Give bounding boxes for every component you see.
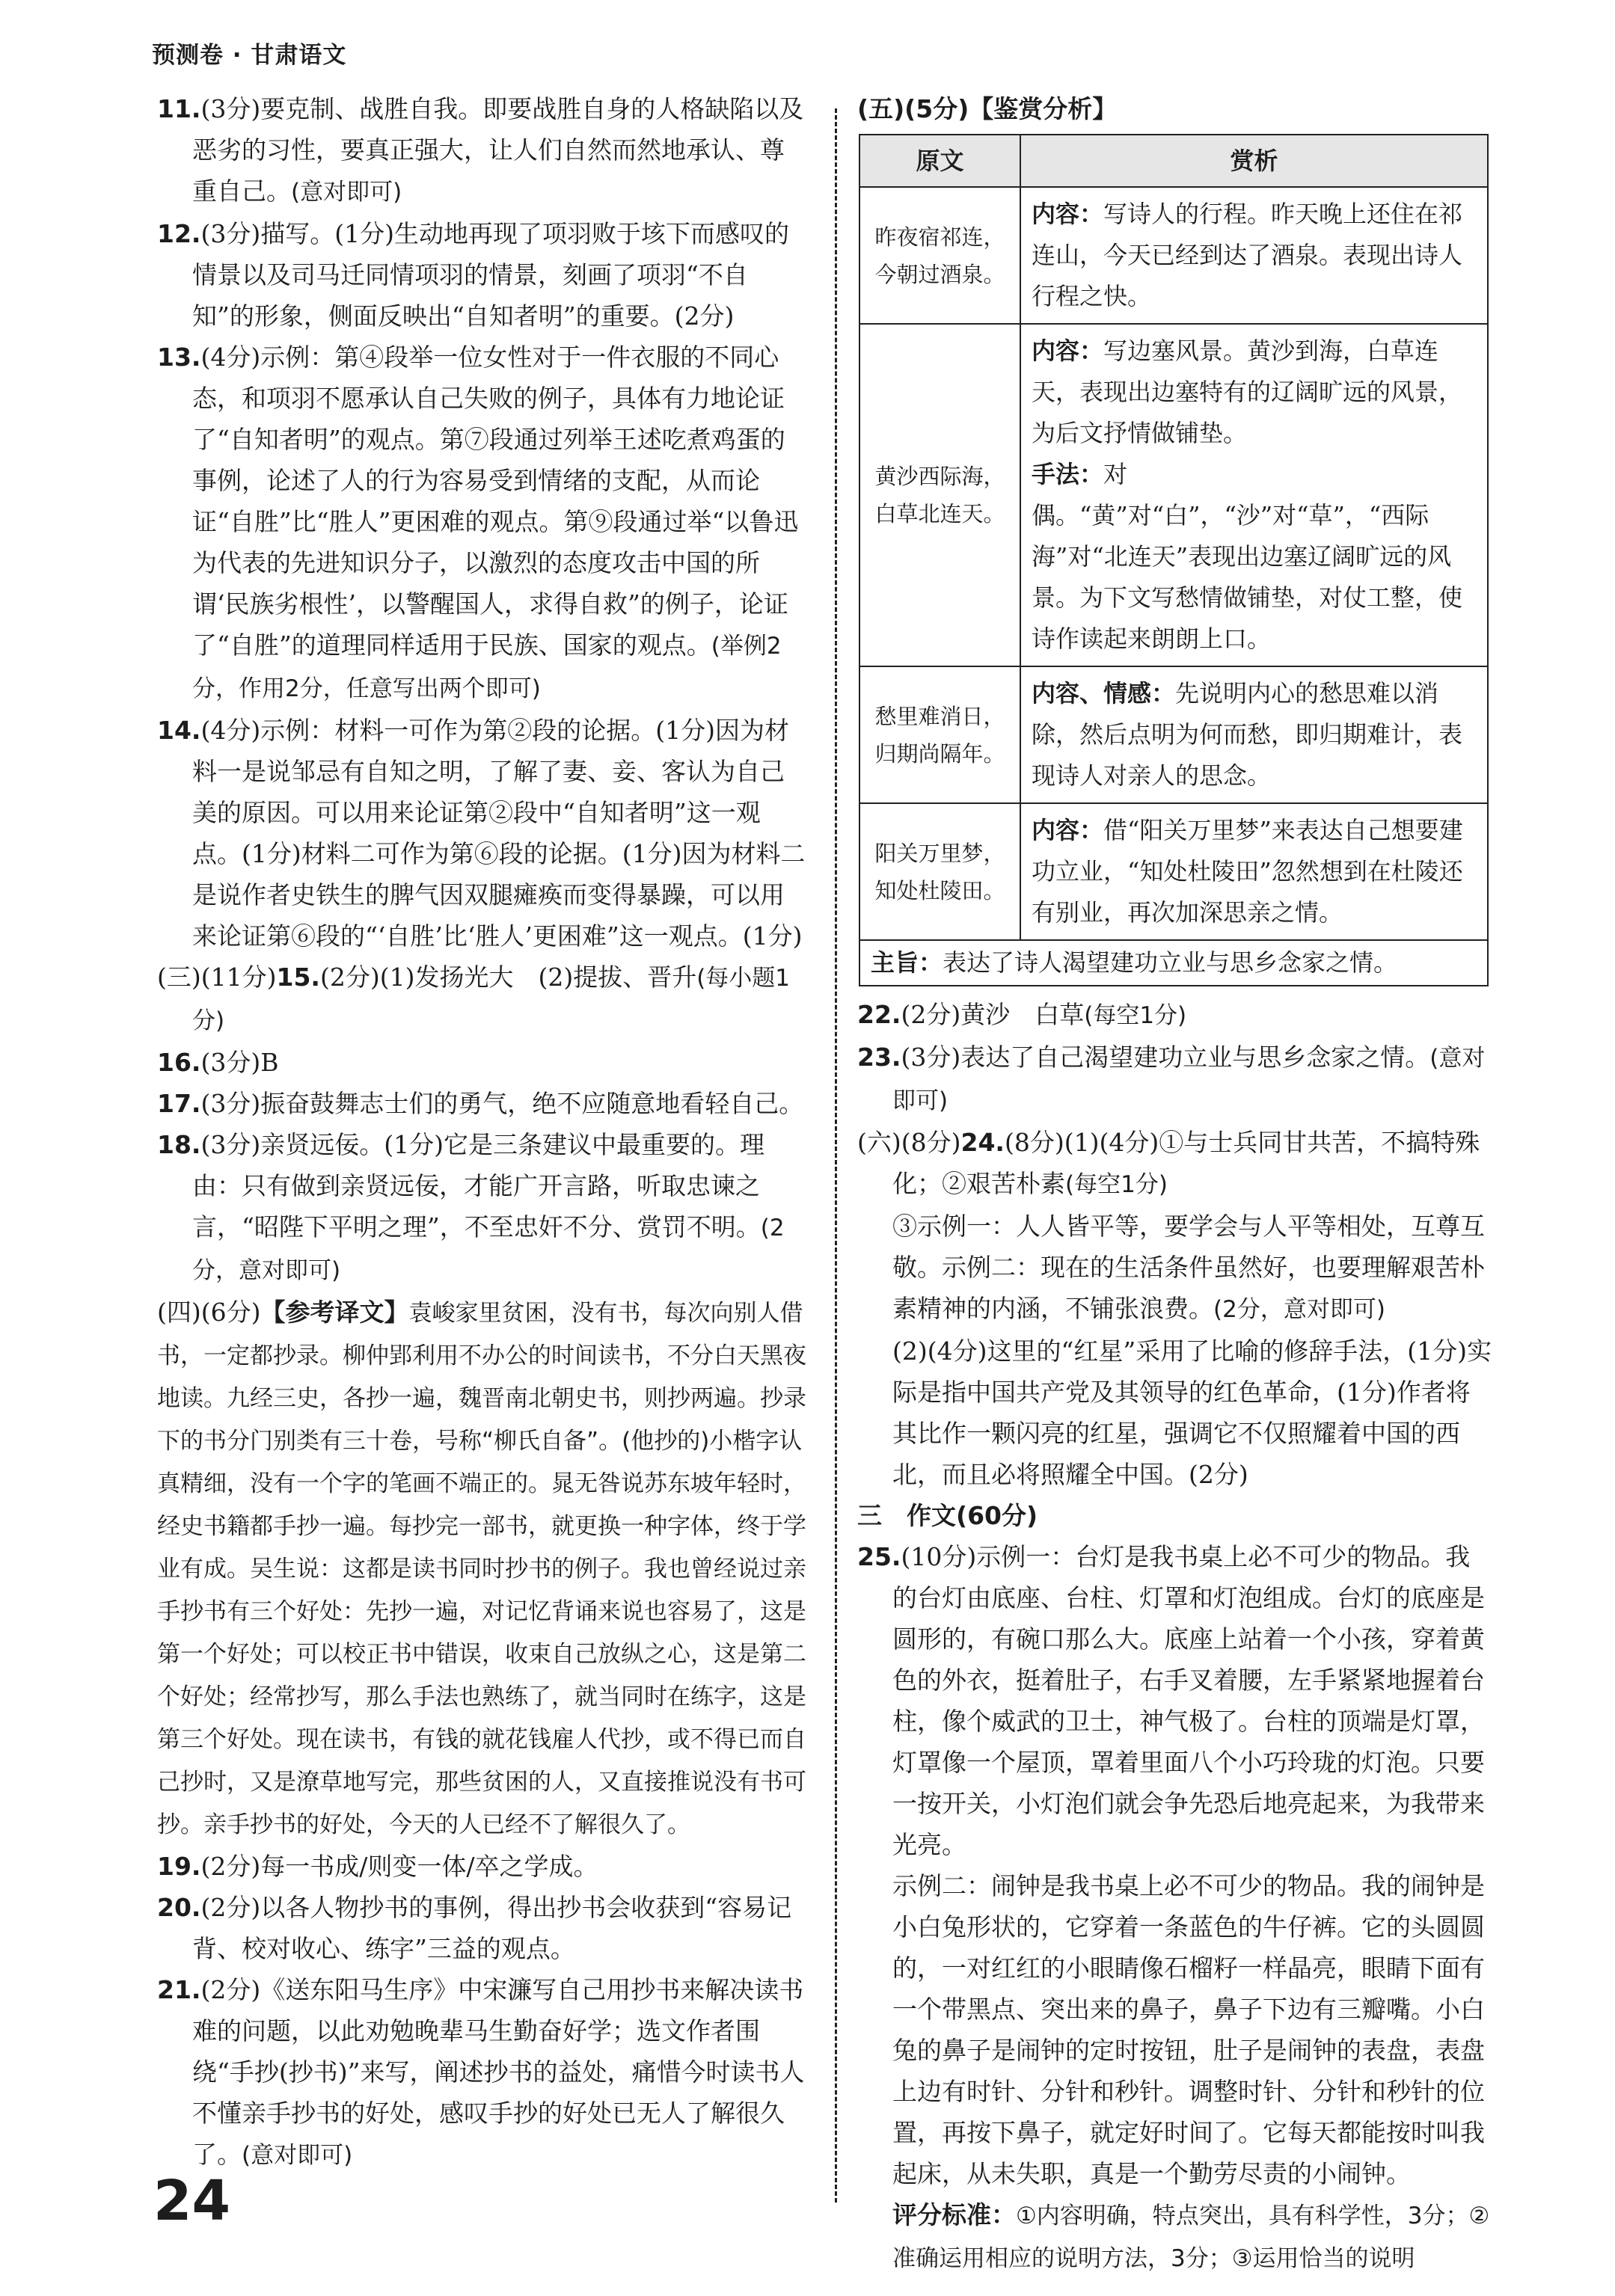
- header-analysis: 赏析: [1020, 135, 1488, 187]
- answer-25: 25.(10分)示例一：台灯是我书桌上必不可少的物品。我的台灯由底座、台柱、灯罩和灯泡组成。台灯的底座是圆形的，有碗口那么大。底座上站着一个小孩，穿着黄色的外衣，挺着肚子，右手叉着腰，左手紧紧地握着台柱，像个威武的卫士，神气极了。台柱的顶端是灯罩，灯罩像一个屋顶，罩着里面八个小巧玲珑的灯泡。只要一按开关，小灯泡们就会争先恐后地亮起来，为我带来光亮。: [857, 1542, 1485, 1859]
- page-number: 24: [153, 2169, 230, 2233]
- answer-12: 12.(3分)描写。(1分)生动地再现了项羽败于垓下而感叹的情景以及司马迁同情项羽的情景，刻画了项羽“不自知”的形象，侧面反映出“自知者明”的重要。(2分): [157, 219, 789, 331]
- analysis-cell: 内容：写诗人的行程。昨天晚上还住在祁连山，今天已经到达了酒泉。表现出诗人行程之快。: [1020, 187, 1488, 324]
- original-cell: 昨夜宿祁连， 今朝过酒泉。: [859, 187, 1020, 324]
- analysis-cell: 内容、情感：先说明内心的愁思难以消除，然后点明为何而愁，即归期难计，表现诗人对亲人的思念。: [1020, 666, 1488, 803]
- original-cell: 阳关万里梦， 知处杜陵田。: [859, 803, 1020, 940]
- analysis-cell: 内容：借“阳关万里梦”来表达自己想要建功立业，“知处杜陵田”忽然想到在杜陵还有别业，再次加深思亲之情。: [1020, 803, 1488, 940]
- table-row: [859, 324, 1488, 666]
- right-column: [857, 88, 1492, 2280]
- answer-13: 13.(4分)示例：第④段举一位女性对于一件衣服的不同心态，和项羽不愿承认自己失败的例子，具体有力地论证了“自知者明”的观点。第⑦段通过列举王述吃煮鸡蛋的事例，论述了人的行为容易受到情绪的支配，从而论证“自胜”比“胜人”更困难的观点。第⑨段通过举“以鲁迅为代表的先进知识分子，以激烈的态度攻击中国的所谓‘民族劣根性’，以警醒国人，求得自救”的例子，论证了“自胜”的道理同样适用于民族、国家的观点。(举例2分，作用2分，任意写出两个即可): [157, 343, 799, 702]
- section-4-translation: (四)(6分)【参考译文】袁峻家里贫困，没有书，每次向别人借书，一定都抄录。柳仲郢利用不办公的时间读书，不分白天黑夜地读。九经三史，各抄一遍，魏晋南北朝史书，则抄两遍。抄录下的书分门别类有三十卷，号称“柳氏自备”。(他抄的)小楷字认真精细，没有一个字的笔画不端正的。晁无咎说苏东坡年轻时，经史书籍都手抄一遍。每抄完一部书，就更换一种字体，终于学业有成。吴生说：这都是读书同时抄书的例子。我也曾经说过亲手抄书有三个好处：先抄一遍，对记忆背诵来说也容易了，这是第一个好处；可以校正书中错误，收束自己放纵之心，这是第二个好处；经常抄写，那么手法也熟练了，就当同时在练字，这是第三个好处。现在读书，有钱的就花钱雇人代抄，或不得已而自己抄时，又是潦草地写完，那些贫困的人，又直接推说没有书可抄。亲手抄书的好处，今天的人已经不了解很久了。: [157, 1298, 806, 1838]
- original-cell: 愁里难消日， 归期尚隔年。: [859, 666, 1020, 803]
- answer-22: 22.(2分)黄沙 白草(每空1分): [857, 1000, 1187, 1029]
- answer-18: 18.(3分)亲贤远佞。(1分)它是三条建议中最重要的。理由：只有做到亲贤远佞，才能广开言路，听取忠谏之言，“昭陛下平明之理”，不至忠奸不分、赏罚不明。(2分，意对即可): [157, 1130, 785, 1284]
- table-row: [859, 803, 1488, 940]
- analysis-cell: 内容：写边塞风景。黄沙到海，白草连天，表现出边塞特有的辽阔旷远的风景，为后文抒情做铺垫。 手法：对偶。“黄”对“白”，“沙”对“草”，“西际海”对“北连天”表现出边塞辽阔旷远的风景。为下文写愁情做铺垫，对仗工整，使诗作读起来朗朗上口。: [1020, 324, 1488, 666]
- section-6-answer-24: (六)(8分)24.(8分)(1)(4分)①与士兵同甘共苦，不搞特殊化；②艰苦朴素(每空1分): [857, 1128, 1480, 1198]
- theme-cell: 主旨：表达了诗人渴望建功立业与思乡念家之情。: [859, 940, 1488, 986]
- original-cell: 黄沙西际海， 白草北连天。: [859, 324, 1020, 666]
- answer-16: 16.(3分)B: [157, 1048, 279, 1077]
- header-original: 原文: [859, 135, 1020, 187]
- answer-24-part-2: (2)(4分)这里的“红星”采用了比喻的修辞手法，(1分)实际是指中国共产党及其领导的红色革命，(1分)作者将其比作一颗闪亮的红星，强调它不仅照耀着中国的西北，而且必将照耀全中国。(2分): [892, 1336, 1492, 1489]
- section-3-answer-15: (三)(11分)15.(2分)(1)发扬光大 (2)提拔、晋升(每小题1分): [157, 963, 791, 1034]
- answer-17: 17.(3分)振奋鼓舞志士们的勇气，绝不应随意地看轻自己。: [157, 1089, 804, 1118]
- table-row: [859, 187, 1488, 324]
- column-divider: [835, 108, 837, 2203]
- answer-14: 14.(4分)示例：材料一可作为第②段的论据。(1分)因为材料一是说邹忌有自知之明，了解了妻、妾、客认为自己美的原因。可以用来论证第②段中“自知者明”这一观点。(1分)材料二可作为第⑥段的论据。(1分)因为材料二是说作者史铁生的脾气因双腿瘫痪而变得暴躁，可以用来论证第⑥段的“‘自胜’比‘胜人’更困难”这一观点。(1分): [157, 716, 806, 951]
- table-header-row: [859, 135, 1488, 187]
- answer-25-example-2: 示例二：闹钟是我书桌上必不可少的物品。我的闹钟是小白兔形状的，它穿着一条蓝色的牛仔裤。它的头圆圆的，一对红红的小眼睛像石榴籽一样晶亮，眼睛下面有一个带黑点、突出来的鼻子，鼻子下边有三瓣嘴。小白兔的鼻子是闹钟的定时按钮，肚子是闹钟的表盘，表盘上边有时针、分针和秒针。调整时针、分针和秒针的位置，再按下鼻子，就定好时间了。它每天都能按时叫我起床，从未失职，真是一个勤劳尽责的小闹钟。: [892, 1871, 1485, 2188]
- grading-criteria: 评分标准：①内容明确，特点突出，具有科学性，3分；②准确运用相应的说明方法，3分；③运用恰当的说明: [892, 2200, 1490, 2272]
- table-theme-row: [859, 940, 1488, 986]
- running-header: 预测卷 · 甘肃语文: [152, 42, 347, 69]
- left-column: [157, 88, 808, 2176]
- appreciation-table: [859, 134, 1489, 986]
- answer-20: 20.(2分)以各人物抄书的事例，得出抄书会收获到“容易记背、校对收心、练字”三益的观点。: [157, 1893, 792, 1963]
- answer-23: 23.(3分)表达了自己渴望建功立业与思乡念家之情。(意对即可): [857, 1043, 1486, 1114]
- answer-19: 19.(2分)每一书成/则变一体/卒之学成。: [157, 1852, 598, 1881]
- table-row: [859, 666, 1488, 803]
- answer-21: 21.(2分)《送东阳马生序》中宋濂写自己用抄书来解决读书难的问题，以此劝勉晚辈马生勤奋好学；选文作者围绕“手抄(抄书)”来写，阐述抄书的益处，痛惜今时读书人不懂亲手抄书的好处，感叹手抄的好处已无人了解很久了。(意对即可): [157, 1975, 805, 2169]
- essay-section-heading: 三 作文(60分): [857, 1501, 1038, 1530]
- section-5-heading: (五)(5分)【鉴赏分析】: [857, 94, 1118, 123]
- answer-11: 11.(3分)要克制、战胜自我。即要战胜自身的人格缺陷以及恶劣的习性，要真正强大，让人们自然而然地承认、尊重自己。(意对即可): [157, 94, 804, 206]
- answer-24-part-3: ③示例一：人人皆平等，要学会与人平等相处，互尊互敬。示例二：现在的生活条件虽然好，也要理解艰苦朴素精神的内涵，不铺张浪费。(2分，意对即可): [892, 1212, 1485, 1323]
